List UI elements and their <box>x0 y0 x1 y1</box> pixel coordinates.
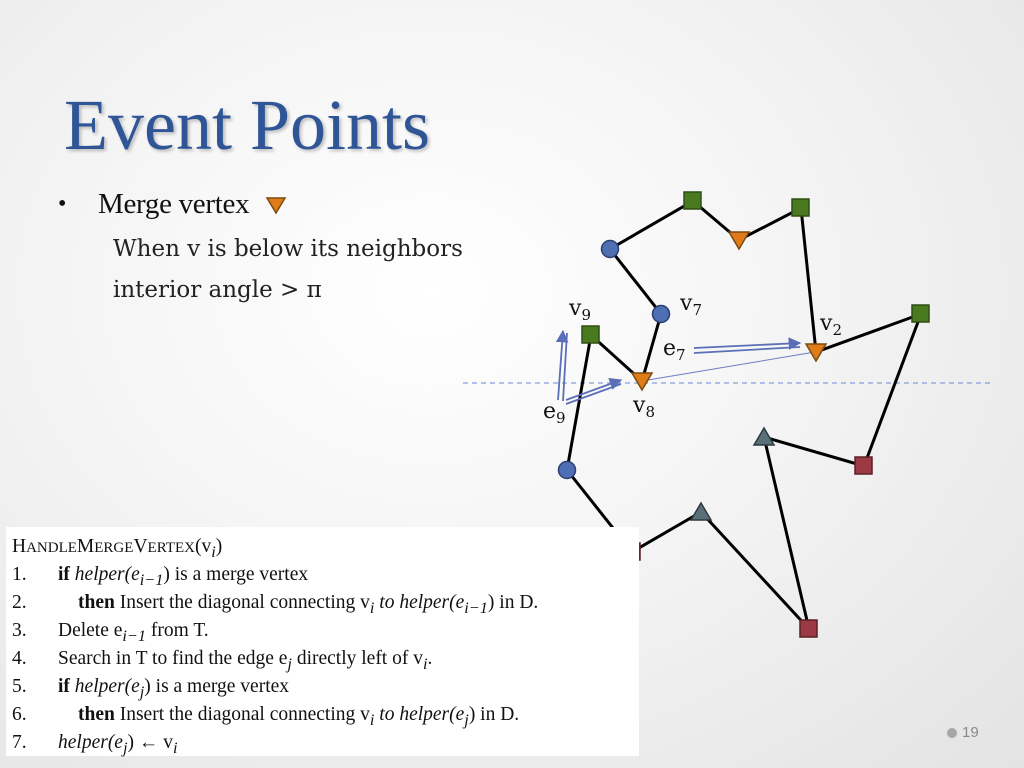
start-vertex <box>684 192 701 209</box>
bullet-label: Merge vertex <box>98 188 250 220</box>
page-number-text: 19 <box>962 724 979 741</box>
regular-vertex <box>559 462 576 479</box>
algorithm-line-5: 5. if $helper(e_j)$ is a merge vertex <box>12 676 290 701</box>
start-vertex <box>792 199 809 216</box>
algorithm-line-7: 7. $helper(e_j)$ ← $v_i$ <box>12 732 178 757</box>
description-line-1: When v is below its neighbors <box>113 236 463 262</box>
end-vertex <box>800 620 817 637</box>
algorithm-line-2: 2. then Insert the diagonal connecting $v_i$ to $helper(e_{i-1})$ in D. <box>12 592 539 617</box>
end-vertex <box>855 457 872 474</box>
slide-title: Event Points <box>64 85 431 165</box>
merge-vertex <box>632 373 652 390</box>
split-vertex <box>754 428 774 445</box>
algorithm-line-1: 1. if $helper(e_{i-1})$ is a merge vertex <box>12 564 309 589</box>
algorithm-line-4: 4. Search in T to find the edge $e_j$ directly left of $v_i$. <box>12 648 433 673</box>
bullet-dot: • <box>58 191 67 217</box>
start-vertex <box>912 305 929 322</box>
regular-vertex <box>653 306 670 323</box>
label-v8: $v_8$ <box>633 393 655 421</box>
algorithm-line-6: 6. then Insert the diagonal connecting $v_i$ to $helper(e_j)$ in D. <box>12 704 520 729</box>
algorithm-box <box>6 527 639 756</box>
label-v9: $v_9$ <box>569 296 591 324</box>
page-number <box>947 724 979 741</box>
algorithm-line-3: 3. Delete $e_{i-1}$ from T. <box>12 620 209 645</box>
arrow-e7 <box>694 343 800 353</box>
label-e9: $e_9$ <box>543 399 566 427</box>
algorithm-name: $HANDLEMERGEVERTEX(v_i)$ <box>12 536 223 561</box>
merge-vertex <box>729 232 749 249</box>
label-v7: $v_7$ <box>680 291 702 319</box>
start-vertex <box>582 326 599 343</box>
page-dot-icon <box>947 728 957 738</box>
description-line-2: interior angle > π <box>113 277 322 303</box>
split-vertex <box>691 503 711 520</box>
label-v2: $v_2$ <box>820 311 842 339</box>
regular-vertex <box>602 241 619 258</box>
label-e7: $e_7$ <box>663 336 686 364</box>
